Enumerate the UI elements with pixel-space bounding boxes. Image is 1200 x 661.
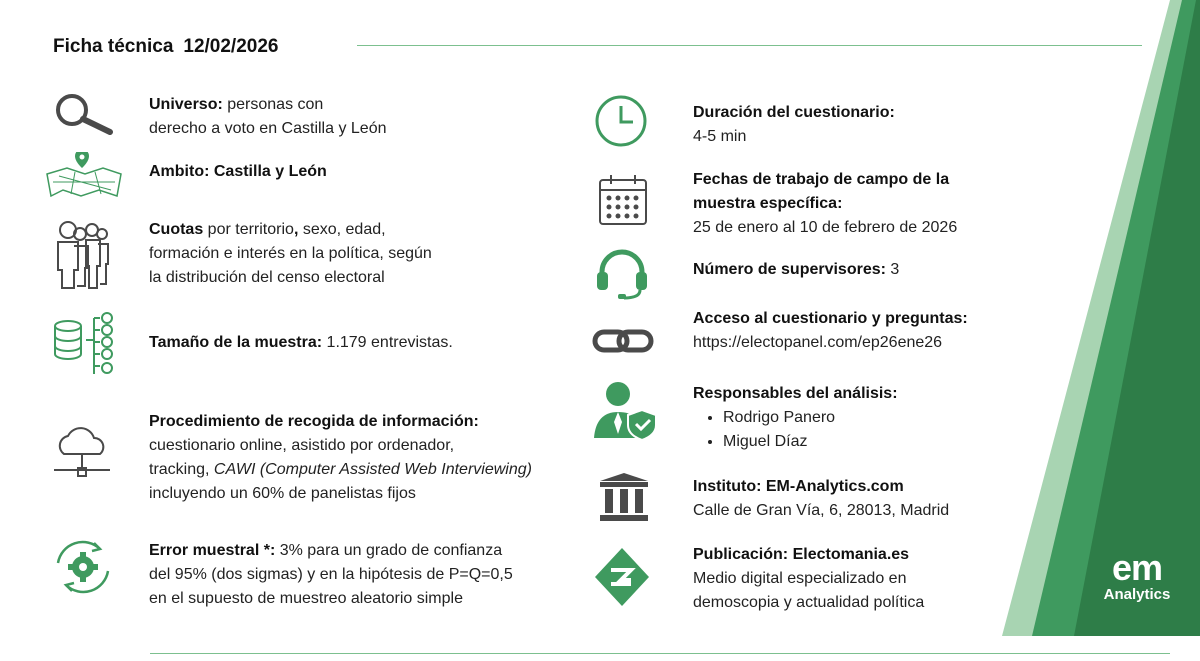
duracion-item: Duración del cuestionario: 4-5 min xyxy=(693,104,895,145)
procedimiento-item: Procedimiento de recogida de información: cuestionario online, asistido por ordenador, tracking, CAWI (Computer Assisted Web Interviewing) incluyendo un 60% de panelistas fijos xyxy=(149,413,532,502)
supervisores-item: Número de supervisores: 3 xyxy=(693,261,900,278)
calendar-icon xyxy=(597,172,649,228)
universo-label: Universo: xyxy=(149,96,223,113)
institution-icon xyxy=(598,471,650,523)
page-title: Ficha técnica 12/02/2026 xyxy=(53,36,279,57)
error-item: Error muestral *: 3% para un grado de confianza del 95% (dos sigmas) y en la hipótesis de P=Q=0,5 en el supuesto de muestreo aleatorio simple xyxy=(149,542,513,607)
em-analytics-logo xyxy=(1092,547,1182,607)
electomania-logo-icon xyxy=(593,546,651,608)
search-icon xyxy=(52,92,114,136)
gears-refresh-icon xyxy=(50,537,116,597)
cloud-network-icon xyxy=(50,424,114,486)
headset-icon xyxy=(594,248,650,300)
chain-link-icon xyxy=(592,327,654,355)
map-pin-icon xyxy=(45,152,123,198)
instituto-item: Instituto: EM-Analytics.com Calle de Gran Vía, 6, 28013, Madrid xyxy=(693,478,950,519)
clock-icon xyxy=(594,94,648,148)
user-shield-icon xyxy=(592,378,658,440)
universo-item: Universo: personas con derecho a voto en Castilla y León xyxy=(149,96,387,137)
responsables-item: Responsables del análisis: • Rodrigo Panero • Miguel Díaz xyxy=(693,382,898,454)
database-icon xyxy=(52,310,122,378)
logo-analytics-text: Analytics xyxy=(1103,586,1171,603)
bottom-divider xyxy=(150,653,1170,654)
title-divider xyxy=(357,45,1142,46)
responsable-name: • Miguel Díaz xyxy=(723,430,898,454)
publicacion-item: Publicación: Electomania.es Medio digital especializado en demoscopia y actualidad política xyxy=(693,546,925,611)
people-icon xyxy=(52,218,116,290)
ambito-item: Ambito: Castilla y León xyxy=(149,163,327,180)
tamano-item: Tamaño de la muestra: 1.179 entrevistas. xyxy=(149,334,453,351)
responsable-name: • Rodrigo Panero xyxy=(723,406,898,430)
fechas-item: Fechas de trabajo de campo de la muestra específica: 25 de enero al 10 de febrero de 2026 xyxy=(693,171,958,236)
acceso-url[interactable]: https://electopanel.com/ep26ene26 xyxy=(693,334,943,351)
cuotas-item: Cuotas por territorio, sexo, edad, formación e interés en la política, según la distribución del censo electoral xyxy=(149,221,432,286)
logo-em-text: em xyxy=(1111,547,1163,588)
acceso-item: Acceso al cuestionario y preguntas: https://electopanel.com/ep26ene26 xyxy=(693,310,968,351)
